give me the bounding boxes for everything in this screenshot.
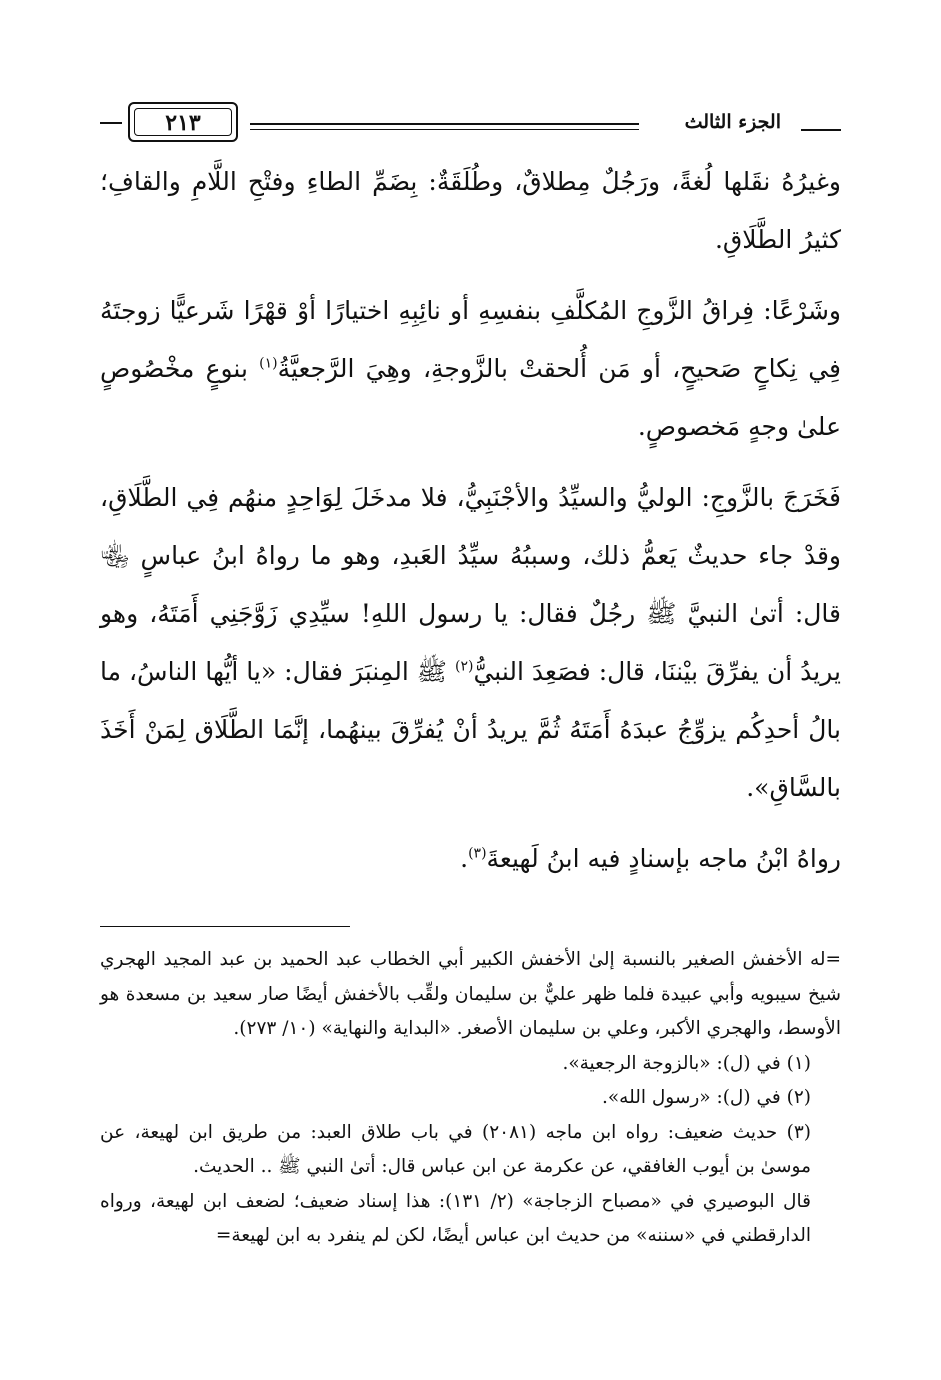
footnote-ref-3: (٣) [468,845,487,862]
footnote-3: (٣) حديث ضعيف: رواه ابن ماجه (٢٠٨١) في باب طلاق العبد: من طريق ابن لهيعة، عن موسىٰ بن أيوب الغافقي، عن عكرمة عن ابن عباس قال: أتىٰ النبي ﷺ .. الحديث. [100,1121,811,1177]
header-dash-right [801,129,841,131]
book-page [100,95,841,1320]
header-rule [250,123,639,130]
paragraph-1: وغيرُهُ نقَلها لُغةً، ورَجُلٌ مِطلاقٌ، وطُلَقَةٌ: بِضَمِّ الطاءِ وفتْحِ اللَّامِ والقافِ؛ كثيرُ الطَّلَاقِ. [100,167,841,254]
paragraph-3-tail: ﷺ المِنبَرَ فقال: «يا أيُّها الناسُ، ما بالُ أحدِكُم يزوِّجُ عبدَهُ أَمَتَهُ ثُمَّ يريدُ أنْ يُفرِّقَ بينهُما، إنَّمَا الطَّلَاق لِمَنْ أَخَذَ بالسَّاقِ». [100,657,841,802]
page-number: ٢١٣ [165,110,201,136]
paragraph-3 [100,469,841,817]
paragraph-4-text: رواهُ ابْنُ ماجه بإسنادٍ فيه ابنُ لَهيعةَ [486,844,841,873]
running-title: الجزء الثالث [684,111,781,133]
main-text [100,153,841,888]
paragraph-4-tail: . [460,844,469,873]
page-number-frame [128,102,238,142]
footnote-ref-2: (٢) [454,658,474,675]
page-header [100,95,841,157]
header-dash-left [100,122,122,124]
footnote-ref-1: (١) [259,355,278,372]
paragraph-4 [100,830,841,888]
footnote-separator [100,926,350,927]
paragraph-2-text: وشَرْعًا: فِراقُ الزَّوجِ المُكلَّفِ بنفسِهِ أو نائِبِهِ اختيارًا أوْ قهْرًا شَرعيًّا زوجتَهُ فِي نِكاحٍ صَحيحٍ، أو مَن أُلحقتْ بالزَّوجةِ، وهِيَ الرَّجعيَّةُ [100,296,842,383]
footnote-1: (١) في (ل): «بالزوجة الرجعية». [562,1052,811,1074]
footnote-2: (٢) في (ل): «رسول الله». [601,1087,811,1108]
paragraph-2-tail: بنوعٍ مخْصُوصٍ علىٰ وجهٍ مَخصوصٍ. [100,354,841,441]
paragraph-2 [100,282,841,456]
footnotes [100,943,841,1254]
footnote-3-continued: قال البوصيري في «مصباح الزجاجة» (٢/ ١٣١): هذا إسناد ضعيف؛ لضعف ابن لهيعة، ورواه الدارقطني في «سننه» من حديث ابن عباس أيضًا، لكن لم ينفرد به ابن لهيعة= [100,1190,811,1246]
footnote-continuation: =له الأخفش الصغير بالنسبة إلىٰ الأخفش الكبير أبي الخطاب عبد الحميد بن عبد المجيد الهجري شيخ سيبويه وأبي عبيدة فلما ظهر عليٌّ بن سليمان ولقِّب بالأخفش أيضًا صار سعيد بن مسعدة هو الأوسط، والهجري الأكبر، وعلي بن سليمان الأصغر. «البداية والنهاية» (١٠/ ٢٧٣). [100,949,841,1039]
paragraph-3-text: فَخَرَجَ بالزَّوجِ: الوليُّ والسيِّدُ والأجْنَبِيُّ، فلا مدخَلَ لِوَاحِدٍ منهُم فِي الطَّلَاقِ، وقدْ جاء حديثٌ يَعمُّ ذلك، وسببُهُ سيِّدُ العَبدِ، وهو ما رواهُ ابنُ عباسٍ ﵄ قال: أتىٰ النبيَّ ﷺ رجُلٌ فقال: يا رسول اللهِ! سيِّدِي زَوَّجَنِي أَمَتَهُ، وهو يريدُ أن يفرِّقَ بيْننَا، قال: فصَعِدَ النبيُّ [100,483,841,686]
